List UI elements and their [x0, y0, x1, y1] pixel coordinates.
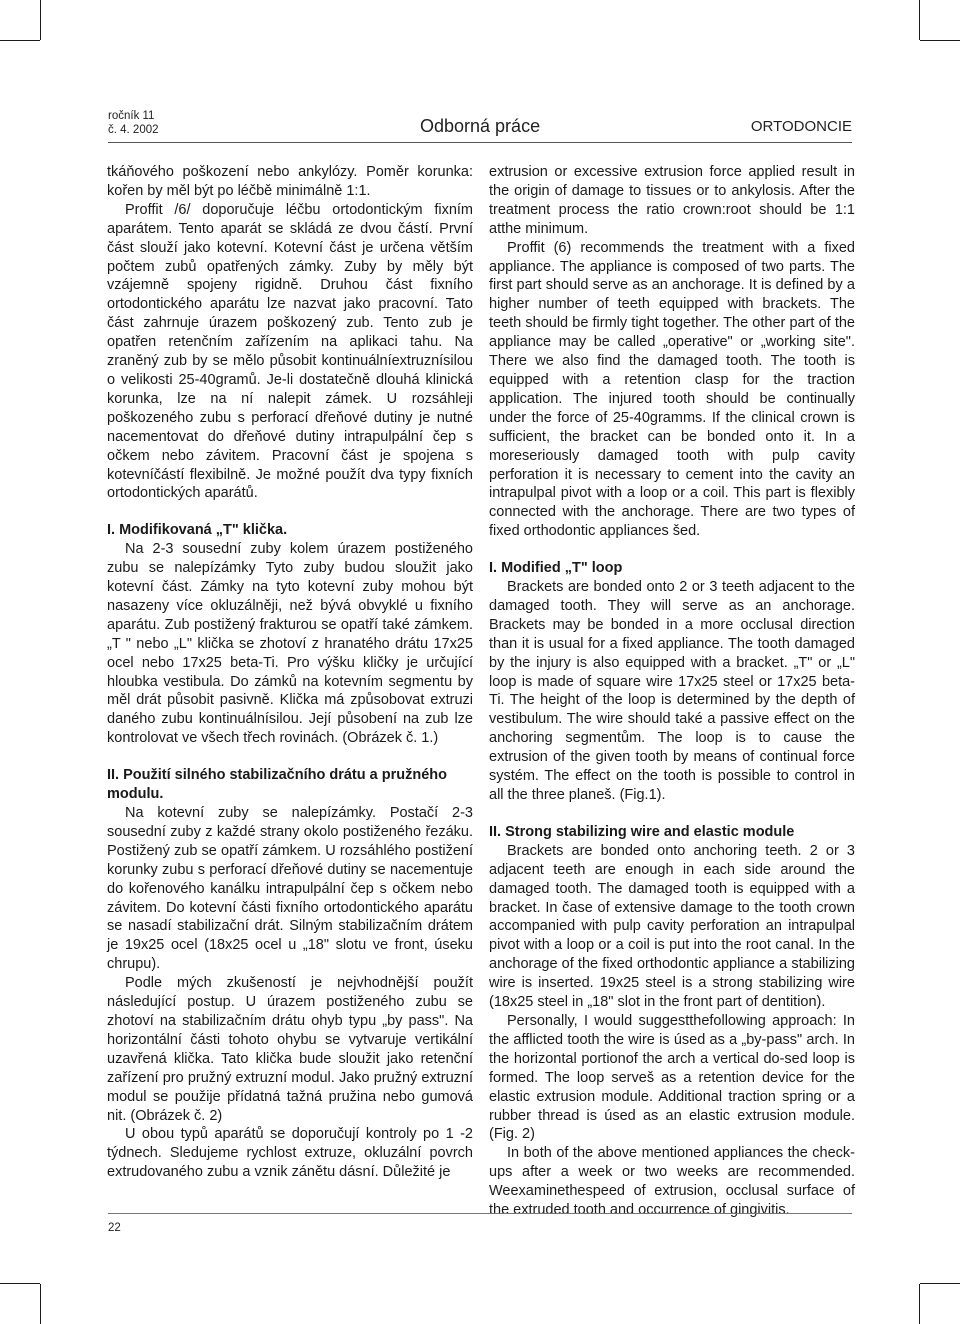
issue-number: č. 4. 2002: [108, 124, 159, 136]
crop-mark-top-right: [920, 40, 960, 41]
paragraph: Brackets are bonded onto 2 or 3 teeth adjacent to the damaged tooth. They will serve as an anchorage. Brackets may be bonded in a more occlusal direction than it is usual for a fixed appliance. The tooth damaged by the injury is also equipped with a bracket. „T" or „L" loop is made of square wire 17x25 steel or 17x25 beta-Ti. The height of the loop is determined by the depth of vestibulum. The wire should také a passive effect on the anchoring segmentům. The loop is to cause the extrusion of the given tooth by means of continual force systém. The effect on the tooth is possible to control in all the three planeš. (Fig.1).: [489, 579, 855, 803]
crop-mark-bottom-left: [40, 1284, 41, 1324]
specialty-label: ORTODONCIE: [750, 118, 852, 135]
paragraph: In both of the above mentioned appliances the check-ups after a week or two weeks are recommended. Weexaminethespeed of extrusion, occlusal surface of the extruded tooth and occurrence of gingivitis.: [489, 1145, 855, 1219]
header-divider: [108, 142, 852, 143]
crop-mark-bottom-right: [920, 1283, 960, 1284]
crop-mark-bottom-left: [0, 1283, 40, 1284]
czech-text-column: [107, 163, 473, 1182]
section-heading: I. Modifikovaná „T" klička.: [107, 522, 288, 539]
paragraph: Na kotevní zuby se nalepízámky. Postačí 2-3 sousední zuby z každé strany okolo postiženého řezáku. Postižený zub se opatří zámkem. U rozsáhlého postižení korunky zubu s perforací dřeňové dutiny se nacementuje do kořenového kanálku intrapulpální čep s očkem nebo závitem. Do kotevní části fixního ortodontického aparátu se nasadí stabilizační drát. Silným stabilizačním drátem je 19x25 ocel (18x25 ocel u „18" slotu ve front, úseku chrupu).: [107, 805, 473, 973]
page-number: 22: [108, 1222, 121, 1234]
paragraph: Na 2-3 sousední zuby kolem úrazem postiženého zubu se nalepízámky Tyto zuby budou sloužit jako kotevní část. Zámky na tyto kotevní zuby mohou být nasazeny více okluzálněji, než bývá obvyklé u fixního aparátu. Zub postižený frakturou se opatří také zámkem. „T " nebo „L" klička se zhotoví z hranatého drátu 17x25 ocel nebo 17x25 beta-Ti. Pro výšku kličky je určující hloubka vestibula. Do zámků na kotevním segmentu by měl drát působit pasivně. Klička má způsobovat extruzi daného zubu kontinuálnísilou. Její působení na zub lze kontrolovat ve všech třech rovinách. (Obrázek č. 1.): [107, 541, 473, 747]
paragraph: Brackets are bonded onto anchoring teeth. 2 or 3 adjacent teeth are enough in each side around the damaged tooth. The damaged tooth is equipped with a bracket. In čase of extensive damage to the tooth crown accompanied with pulp cavity perforation an intrapulpal pivot with a loop or a coil is put into the root canal. In the anchorage of the fixed orthodontic appliance a stabilizing wire is inserted. 19x25 steel is a strong stabilizing wire (18x25 steel in „18" slot in the front part of dentition).: [489, 842, 855, 1011]
footer-divider: [108, 1213, 852, 1214]
crop-mark-top-left: [0, 40, 40, 41]
issue-volume: ročník 11: [108, 110, 155, 122]
crop-mark-top-right: [919, 0, 920, 40]
journal-section-title: Odborná práce: [420, 116, 541, 136]
issue-info: [108, 109, 159, 137]
paragraph: tkáňového poškození nebo ankylózy. Poměr korunka: kořen by měl být po léčbě minimálně 1:1.: [107, 164, 473, 199]
english-text-column: [489, 163, 855, 1220]
crop-mark-bottom-right: [919, 1284, 920, 1324]
paragraph: Proffit /6/ doporučuje léčbu ortodontickým fixním aparátem. Tento aparát se skládá ze dvou částí. První část slouží jako kotevní. Kotevní část je určena větším počtem zubů opatřených zámky. Zuby by měly být vzájemně spojeny rigidně. Druhou část fixního ortodontického aparátu lze nazvat jako pracovní. Tato část zahrnuje úrazem poškozený zub. Tento zub je opatřen retenčním zařízením na aplikaci tahu. Na zraněný zub by se mělo působit kontinuálníextruznísilou o velikosti 25-40gramů. Je-li dostatečně dlouhá klinická korunka, lze na ní nalepit zámek. U rozsáhleji poškozeného zubu s perforací dřeňové dutiny je nutné nacementovat do dřeňové dutiny intrapulpální čep s očkem nebo závitem. Pracovní část je spojena s kotevníčástí flexibilně. Je možné použít dva typy fixních ortodontických aparátů.: [107, 201, 473, 502]
paragraph: U obou typů aparátů se doporučují kontroly po 1 -2 týdnech. Sledujeme rychlost extruze, okluzální povrch extrudovaného zubu a vznik zánětu dásní. Důležité je: [107, 1126, 473, 1181]
paragraph: extrusion or excessive extrusion force applied result in the origin of damage to tissues or to ankylosis. After the treatment process the ratio crown:root should be 1:1 atthe minimum.: [489, 164, 855, 237]
paragraph: Podle mých zkušeností je nejvhodnější použít následující postup. U úrazem postiženého zubu se zhotoví na stabilizačním drátu ohyb typu „by pass". Na horizontální části tohoto ohybu se vytvaruje vertikální uzavřená klička. Tato klička bude sloužit jako retenční zařízení pro pružný extruzní modul. Jako pružný extruzní modul se použije přídatná tažná pružina nebo gumová nit. (Obrázek č. 2): [107, 975, 473, 1124]
paragraph: Personally, I would suggestthefollowing approach: In the afflicted tooth the wire is úsed as a „by-pass" arch. In the horizontal portionof the arch a vertical do-sed loop is formed. The loop serveš as a retention device for the elastic extrusion module. Additional traction spring or a rubber thread is úsed as an elastic extrusion module. (Fig. 2): [489, 1012, 855, 1143]
section-heading: II. Strong stabilizing wire and elastic module: [489, 823, 795, 840]
section-heading: II. Použití silného stabilizačního drátu a pružného modulu.: [107, 767, 447, 803]
section-heading: I. Modified „T" loop: [489, 560, 623, 577]
paragraph: Proffit (6) recommends the treatment with a fixed appliance. The appliance is composed of two parts. The first part should serve as an anchorage. It is defined by a higher number of teeth equipped with brackets. The teeth should be firmly tight together. The other part of the appliance may be called „operative" or „working site". There we also find the damaged tooth. The tooth is equipped with a retention clasp for the traction application. The injured tooth should be continually under the force of 25-40gramms. If the clinical crown is sufficient, the bracket can be bonded onto it. In a moreseriously damaged tooth with pulp cavity perforation it is necessary to cement into the cavity an intrapulpal pivot with a loop or a coil. This part is flexibly connected with the anchorage. There are two types of fixed orthodontic appliances šed.: [489, 239, 855, 540]
crop-mark-top-left: [40, 0, 41, 40]
